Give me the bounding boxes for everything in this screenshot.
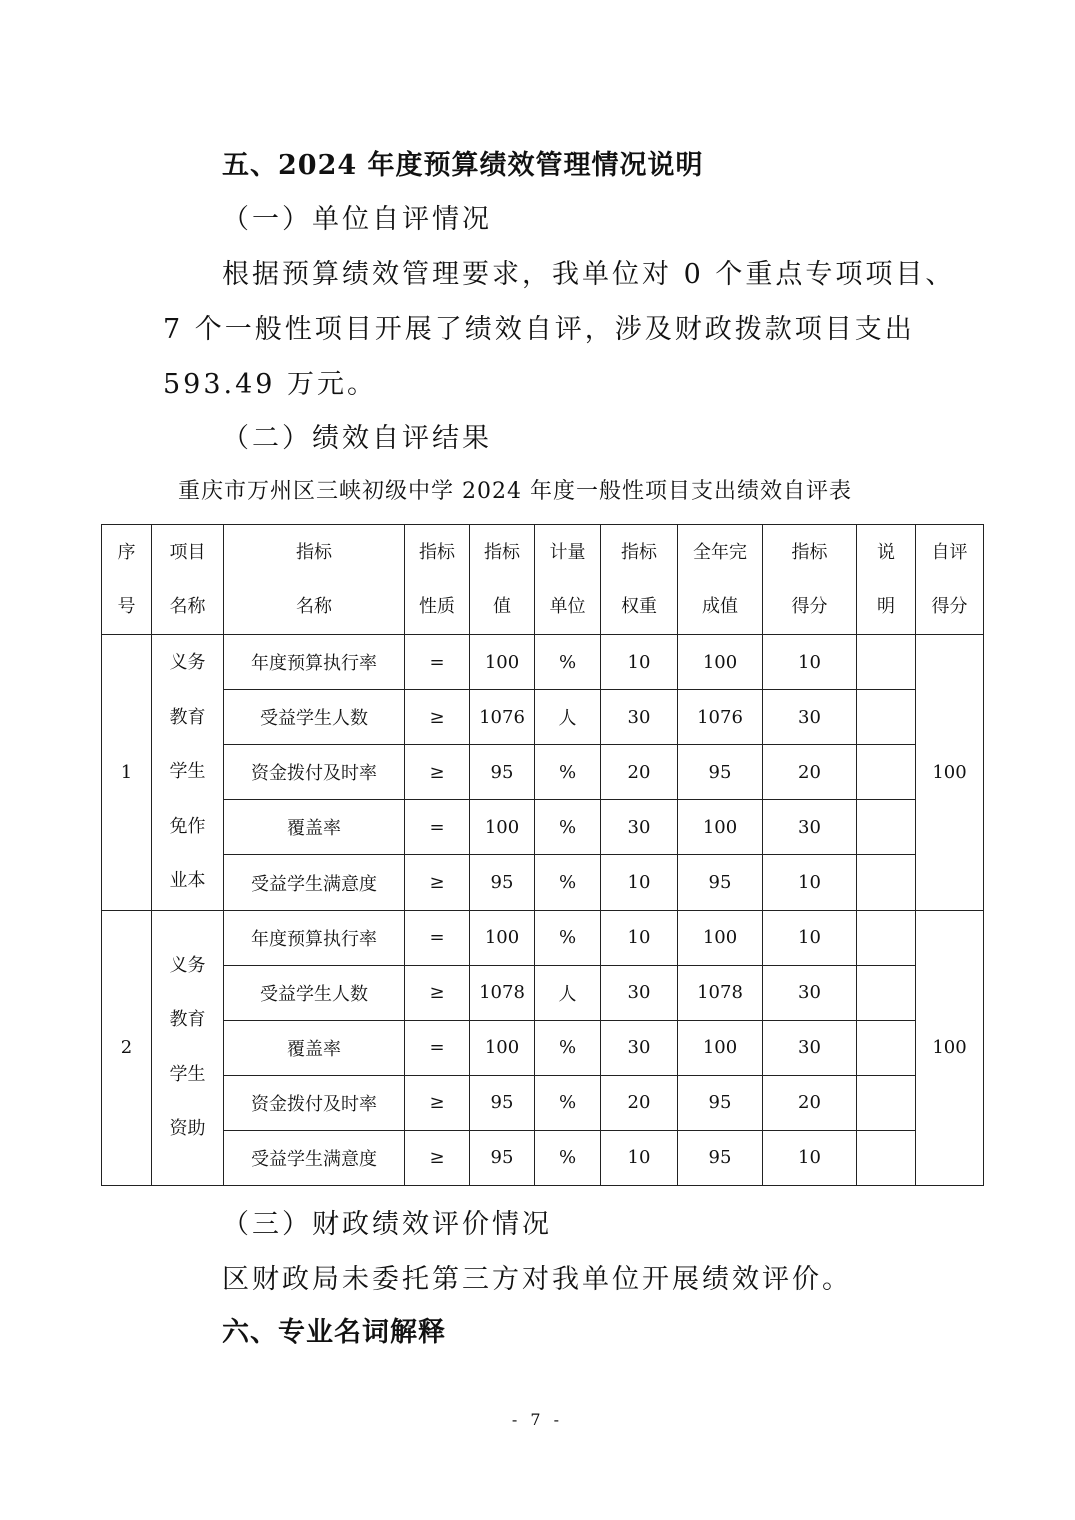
cell-weight: 30 [601,965,678,1020]
table-row [102,965,984,1020]
cell-indicator: 覆盖率 [224,1020,405,1075]
cell-value: 100 [470,1020,535,1075]
cell-weight: 10 [601,1130,678,1185]
header-cell-text: 说 [877,541,895,563]
project-name-line: 教育 [169,706,206,728]
cell-indicator: 年度预算执行率 [224,635,405,690]
cell-points: 30 [763,965,857,1020]
cell-indicator: 年度预算执行率 [224,910,405,965]
project-number-cell: 2 [102,910,152,1185]
cell-weight: 20 [601,1075,678,1130]
paragraph3: 区财政局未委托第三方对我单位开展绩效评价。 [222,1264,852,1295]
header-cell-text: 序 [117,541,136,563]
cell-unit: % [535,745,601,800]
header-cell-text: 计量 [549,541,586,563]
project-name-line: 资助 [169,1118,206,1140]
header-cell-text: 指标 [621,541,657,563]
header-cell-text: 名称 [296,595,332,617]
cell-unit: % [535,1020,601,1075]
header-cell-text: 值 [493,595,511,617]
cell-actual: 95 [678,745,763,800]
cell-points: 10 [763,635,857,690]
paragraph1-line3: 593.49 万元。 [163,369,378,400]
cell-actual: 100 [678,635,763,690]
table-row [102,800,984,855]
cell-value: 100 [470,800,535,855]
performance-table [101,524,984,1186]
header-cell-text: 得分 [791,595,828,617]
self-score-cell: 100 [916,635,984,910]
cell-nature: = [405,800,470,855]
header-cell-text: 号 [117,595,136,617]
cell-nature: ≥ [405,855,470,910]
header-cell-text: 指标 [484,541,520,563]
cell-nature: ≥ [405,690,470,745]
cell-note [857,635,916,690]
cell-weight: 10 [601,635,678,690]
header-cell [535,525,601,635]
header-cell [405,525,470,635]
cell-actual: 1076 [678,690,763,745]
cell-note [857,965,916,1020]
cell-weight: 10 [601,910,678,965]
table-row [102,635,984,690]
cell-points: 30 [763,690,857,745]
cell-note [857,690,916,745]
cell-unit: % [535,1075,601,1130]
cell-points: 20 [763,1075,857,1130]
cell-points: 10 [763,910,857,965]
cell-indicator: 受益学生满意度 [224,855,405,910]
cell-note [857,1075,916,1130]
cell-indicator: 受益学生人数 [224,690,405,745]
cell-value: 100 [470,635,535,690]
cell-actual: 95 [678,1130,763,1185]
section5-title: 五、2024 年度预算绩效管理情况说明 [222,150,704,181]
header-cell-text: 单位 [549,595,586,617]
cell-value: 1076 [470,690,535,745]
cell-note [857,855,916,910]
table-row [102,690,984,745]
cell-weight: 10 [601,855,678,910]
table-row [102,1075,984,1130]
project-name-line: 教育 [169,1009,206,1031]
header-cell [601,525,678,635]
header-cell-text: 指标 [791,541,828,563]
table-row [102,1020,984,1075]
paragraph1-line2: 7 个一般性项目开展了绩效自评，涉及财政拨款项目支出 [163,314,915,345]
cell-actual: 95 [678,1075,763,1130]
cell-actual: 1078 [678,965,763,1020]
table-row [102,745,984,800]
header-cell-text: 性质 [419,595,455,617]
project-name-line: 免作 [169,815,206,837]
cell-unit: 人 [535,965,601,1020]
cell-nature: ≥ [405,1130,470,1185]
header-cell-text: 全年完 [693,541,747,563]
project-name-line: 学生 [169,761,206,783]
header-cell-text: 指标 [296,541,332,563]
cell-value: 95 [470,1130,535,1185]
header-cell-text: 项目 [169,541,206,563]
header-cell [152,525,224,635]
cell-points: 10 [763,855,857,910]
subsection3-title: （三）财政绩效评价情况 [222,1209,552,1240]
cell-unit: % [535,800,601,855]
header-cell-text: 得分 [931,595,968,617]
header-cell-text: 名称 [169,595,206,617]
cell-note [857,1020,916,1075]
header-cell-text: 明 [877,595,895,617]
cell-value: 100 [470,910,535,965]
header-cell [763,525,857,635]
cell-indicator: 受益学生满意度 [224,1130,405,1185]
cell-nature: ≥ [405,1075,470,1130]
cell-nature: = [405,1020,470,1075]
cell-note [857,745,916,800]
cell-indicator: 资金拨付及时率 [224,745,405,800]
cell-actual: 100 [678,1020,763,1075]
cell-value: 95 [470,745,535,800]
cell-weight: 30 [601,1020,678,1075]
cell-weight: 30 [601,800,678,855]
cell-indicator: 资金拨付及时率 [224,1075,405,1130]
cell-note [857,800,916,855]
project-name-line: 学生 [169,1063,206,1085]
section6-title: 六、专业名词解释 [222,1317,446,1348]
cell-unit: % [535,910,601,965]
header-cell [678,525,763,635]
cell-unit: % [535,855,601,910]
subsection1-title: （一）单位自评情况 [222,204,492,235]
cell-points: 30 [763,1020,857,1075]
cell-unit: % [535,635,601,690]
cell-actual: 100 [678,910,763,965]
header-cell [102,525,152,635]
cell-nature: ≥ [405,965,470,1020]
project-name-cell [152,910,224,1185]
table-header-row [102,525,984,635]
cell-value: 1078 [470,965,535,1020]
cell-unit: % [535,1130,601,1185]
header-cell-text: 自评 [931,541,968,563]
cell-note [857,910,916,965]
table-row [102,855,984,910]
cell-note [857,1130,916,1185]
cell-weight: 20 [601,745,678,800]
project-name-line: 义务 [169,954,206,976]
cell-points: 10 [763,1130,857,1185]
cell-nature: = [405,635,470,690]
project-name-line: 业本 [169,870,206,892]
cell-nature: ≥ [405,745,470,800]
header-cell-text: 权重 [621,595,657,617]
self-score-cell: 100 [916,910,984,1185]
table-row [102,910,984,965]
header-cell [224,525,405,635]
header-cell [470,525,535,635]
subsection2-title: （二）绩效自评结果 [222,423,492,454]
cell-indicator: 受益学生人数 [224,965,405,1020]
cell-weight: 30 [601,690,678,745]
cell-value: 95 [470,1075,535,1130]
cell-actual: 95 [678,855,763,910]
cell-nature: = [405,910,470,965]
cell-points: 30 [763,800,857,855]
cell-value: 95 [470,855,535,910]
page-number: - 7 - [511,1410,564,1429]
header-cell [857,525,916,635]
cell-points: 20 [763,745,857,800]
cell-indicator: 覆盖率 [224,800,405,855]
cell-actual: 100 [678,800,763,855]
project-number-cell: 1 [102,635,152,910]
project-name-line: 义务 [169,652,206,674]
header-cell-text: 指标 [419,541,455,563]
header-cell [916,525,984,635]
table-caption: 重庆市万州区三峡初级中学 2024 年度一般性项目支出绩效自评表 [178,479,852,504]
cell-unit: 人 [535,690,601,745]
table-row [102,1130,984,1185]
project-name-cell [152,635,224,910]
paragraph1-line1: 根据预算绩效管理要求，我单位对 0 个重点专项项目、 [222,259,956,290]
header-cell-text: 成值 [702,595,738,617]
